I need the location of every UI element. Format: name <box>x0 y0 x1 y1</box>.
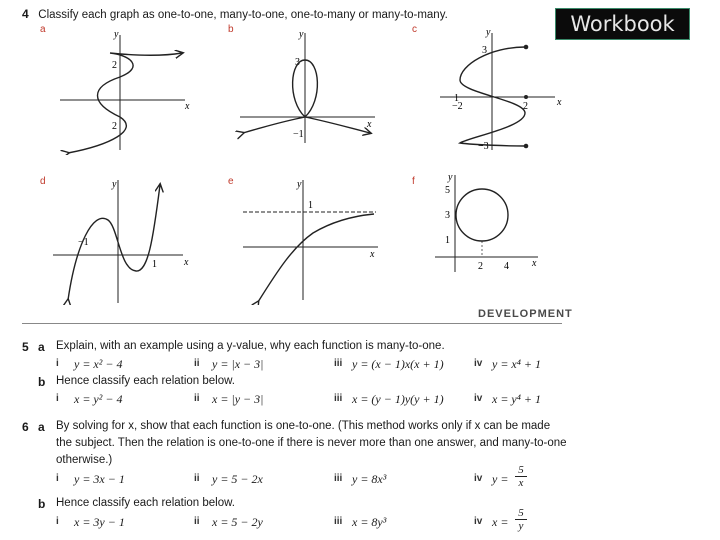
tick-label: 2 <box>112 60 117 71</box>
denominator: y <box>518 520 524 532</box>
part-label: b <box>38 375 46 389</box>
expression: x = 3y − 1 <box>74 515 125 529</box>
graph-a <box>50 25 200 155</box>
expression: y = 5 − 2x <box>212 472 263 486</box>
tick-label: −2 <box>452 101 463 112</box>
y-axis-label: y <box>297 179 302 190</box>
item-number: iv <box>474 473 483 484</box>
tick-label: 2 <box>523 101 528 112</box>
tick-label: 4 <box>504 261 509 272</box>
endpoint <box>524 95 528 99</box>
expression: y = (x − 1)x(x + 1) <box>352 357 444 371</box>
part-text-line: the subject. Then the relation is one-to-one if there is never more than one answer, and many-to-one <box>56 437 567 449</box>
tick-label: 1 <box>152 259 157 270</box>
tick-label: 1 <box>308 200 313 211</box>
x-axis-label: x <box>367 119 372 130</box>
expression: x = y² − 4 <box>74 392 123 406</box>
numerator: 5 <box>515 507 527 520</box>
graph-f <box>430 170 545 275</box>
curve <box>68 185 160 300</box>
item-number: iv <box>474 358 483 369</box>
expression: y = x⁴ + 1 <box>492 357 542 371</box>
expression: x = y⁴ + 1 <box>492 392 542 406</box>
tick-label: 1 <box>454 93 459 104</box>
tick-label: −1 <box>78 237 89 248</box>
tick-label: 2 <box>478 261 483 272</box>
question-6 <box>22 420 582 538</box>
item-number: ii <box>194 516 200 527</box>
item-number: iv <box>474 516 483 527</box>
graph-e <box>238 175 388 305</box>
y-axis-label: y <box>486 27 491 38</box>
expression: y = x² − 4 <box>74 357 123 371</box>
tick-label: 2 <box>112 121 117 132</box>
x-axis-label: x <box>184 257 189 268</box>
y-axis-label: y <box>114 29 119 40</box>
part-label: a <box>38 420 45 434</box>
item-number: ii <box>194 393 200 404</box>
expression: x = |y − 3| <box>212 392 264 406</box>
endpoint <box>524 144 529 149</box>
x-axis-label: x <box>532 258 537 269</box>
curve <box>68 53 182 153</box>
expression: x = 5 − 2y <box>212 515 263 529</box>
part-text-line: By solving for x, show that each function is one-to-one. (This method works only if x can be made <box>56 420 551 432</box>
graph-f-label: f <box>412 176 415 187</box>
expression: y = |x − 3| <box>212 357 264 371</box>
expression: x = (y − 1)y(y + 1) <box>352 392 444 406</box>
circle <box>456 189 508 241</box>
part-text: Explain, with an example using a y-value, why each function is many-to-one. <box>56 340 445 352</box>
numerator: 5 <box>515 464 527 477</box>
expression: x = <box>492 515 509 529</box>
item-number: ii <box>194 473 200 484</box>
item-number: iv <box>474 393 483 404</box>
question-number: 4 <box>22 7 29 21</box>
graph-b <box>235 25 385 145</box>
question-number: 5 <box>22 340 29 354</box>
fraction <box>515 464 527 489</box>
item-number: iii <box>334 393 343 404</box>
part-text-line: otherwise.) <box>56 454 113 466</box>
expression: y = 3x − 1 <box>74 472 125 486</box>
divider <box>22 323 562 324</box>
item-number: iii <box>334 516 343 527</box>
graph-c <box>430 25 575 155</box>
item-number: i <box>56 473 59 484</box>
x-axis-label: x <box>370 249 375 260</box>
graph-e-label: e <box>228 176 234 187</box>
graph-d <box>48 175 198 305</box>
denominator: x <box>518 477 524 489</box>
tick-label: 5 <box>445 185 450 196</box>
question-4-header <box>22 7 448 21</box>
graph-a-label: a <box>40 24 46 35</box>
question-text: Classify each graph as one-to-one, many-to-one, one-to-many or many-to-many. <box>38 9 448 21</box>
item-number: i <box>56 393 59 404</box>
tick-label: −1 <box>293 129 304 140</box>
part-text: Hence classify each relation below. <box>56 497 235 509</box>
endpoint <box>524 45 529 50</box>
graph-d-label: d <box>40 176 46 187</box>
graph-b-label: b <box>228 24 234 35</box>
tick-label: −3 <box>478 141 489 152</box>
part-text: Hence classify each relation below. <box>56 375 235 387</box>
expression: x = 8y³ <box>352 515 387 529</box>
x-axis-label: x <box>185 101 190 112</box>
y-axis-label: y <box>112 179 117 190</box>
tick-label: 3 <box>445 210 450 221</box>
development-heading: DEVELOPMENT <box>478 308 573 320</box>
y-axis-label: y <box>448 172 453 183</box>
y-axis-label: y <box>299 29 304 40</box>
part-label: b <box>38 497 46 511</box>
expression: y = <box>492 472 509 486</box>
expression: y = 8x³ <box>352 472 387 486</box>
item-number: iii <box>334 473 343 484</box>
question-number: 6 <box>22 420 29 434</box>
item-number: iii <box>334 358 343 369</box>
part-label: a <box>38 340 45 354</box>
question-5 <box>22 340 582 410</box>
tick-label: 3 <box>295 57 300 68</box>
item-number: ii <box>194 358 200 369</box>
item-number: i <box>56 358 59 369</box>
tick-label: 3 <box>482 45 487 56</box>
curve <box>258 214 374 302</box>
fraction <box>515 507 527 532</box>
item-number: i <box>56 516 59 527</box>
graph-c-label: c <box>412 24 417 35</box>
tick-label: 1 <box>445 235 450 246</box>
workbook-badge[interactable]: Workbook <box>555 8 690 40</box>
x-axis-label: x <box>557 97 562 108</box>
curve <box>243 117 370 133</box>
